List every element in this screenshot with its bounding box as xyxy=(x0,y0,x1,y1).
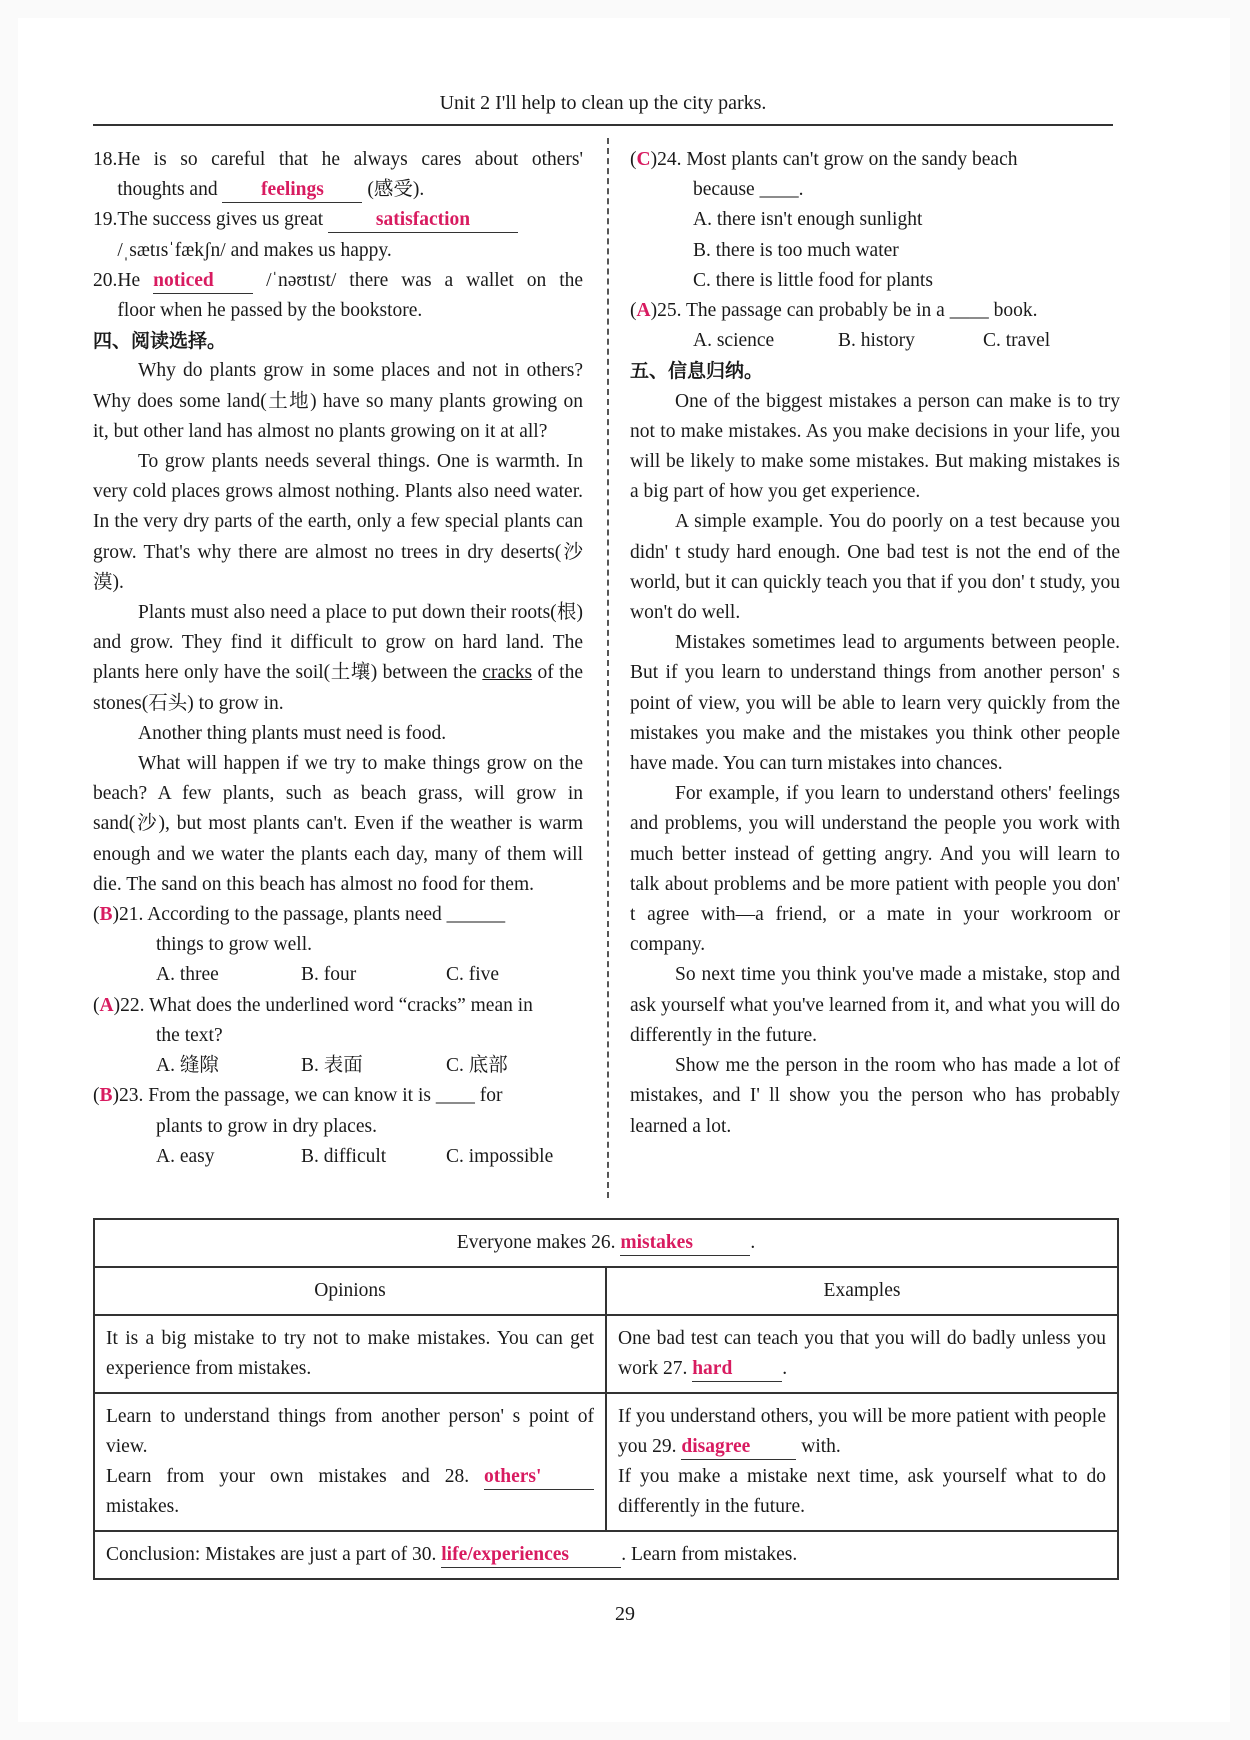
col-header-opinions: Opinions xyxy=(94,1267,606,1315)
answer-22: A xyxy=(99,994,114,1016)
underlined-word-cracks: cracks xyxy=(482,662,533,684)
answer-20: noticed xyxy=(153,269,253,294)
conclusion-row: Conclusion: Mistakes are just a part of 30. life/experiences . Learn from mistakes. xyxy=(94,1531,1118,1579)
question-23: (B)23. From the passage, we can know it is ____ for plants to grow in dry places. A. easy B. difficult C. impossible xyxy=(93,1085,554,1167)
info-para-2: A simple example. You do poorly on a test because you didn' t study hard enough. One bad test is not the end of the world, but it can quickly teach you that if you don' t study, you won't do well. xyxy=(630,511,1120,624)
info-para-1: One of the biggest mistakes a person can make is to try not to make mistakes. As you make decisions in your life, you will be likely to make some mistakes. But making mistakes is a big part of how you get experience. xyxy=(630,390,1120,503)
unit-header: Unit 2 I'll help to clean up the city parks. xyxy=(439,92,767,114)
answer-21: B xyxy=(99,904,113,926)
row2-opinion: Learn to understand things from another person' s point of view. Learn from your own mistakes and 28. others' mistakes. xyxy=(94,1393,606,1531)
question-25: (A)25. The passage can probably be in a ____ book. A. science B. history C. travel xyxy=(630,300,1051,352)
info-para-4: For example, if you learn to understand others' feelings and problems, you will understand the people you work with much better instead of getting angry. And you will learn to talk about problems and be more patient with people you don' t agree with—a friend, or a mate in your workroom or company. xyxy=(630,783,1120,956)
q18-line2: thoughts and feelings (感受). xyxy=(117,175,583,205)
q18-line1: He is so careful that he always cares about others' xyxy=(117,149,583,170)
question-24: (C)24. Most plants can't grow on the sandy beach because ____. A. there isn't enough sunlight B. there is too much water C. there is little food for plants xyxy=(630,149,1018,291)
question-22: (A)22. What does the underlined word “cracks” mean in the text? A. 缝隙 B. 表面 C. 底部 xyxy=(93,994,533,1077)
left-column xyxy=(93,145,583,1172)
question-19: 19. The success gives us great satisfaction /ˌsætɪsˈfækʃn/ and makes us happy. xyxy=(93,205,583,265)
reading-para-4: Another thing plants must need is food. xyxy=(138,722,447,744)
row1-example: One bad test can teach you that you will do badly unless you work 27. hard . xyxy=(606,1315,1118,1393)
right-column xyxy=(630,145,1120,1142)
section-5-heading: 五、信息归纳。 xyxy=(630,360,764,383)
info-para-6: Show me the person in the room who has made a lot of mistakes, and I' ll show you the person who has probably learned a lot. xyxy=(630,1055,1120,1137)
summary-table xyxy=(93,1218,1119,1580)
answer-28: others' xyxy=(484,1465,594,1490)
answer-30: life/experiences xyxy=(441,1543,621,1568)
column-divider xyxy=(607,138,609,1198)
answer-29: disagree xyxy=(681,1435,796,1460)
answer-19: satisfaction xyxy=(328,208,518,233)
header-rule xyxy=(93,124,1113,126)
answer-23: B xyxy=(99,1085,113,1107)
info-para-5: So next time you think you've made a mistake, stop and ask yourself what you've learned from it, and what you will do differently in the future. xyxy=(630,964,1120,1046)
question-20: 20. He noticed /ˈnəʊtɪst/ there was a wallet on the floor when he passed by the bookstore. xyxy=(93,269,584,322)
answer-24: C xyxy=(636,149,651,170)
page-number: 29 xyxy=(615,1603,635,1625)
section-4-heading: 四、阅读选择。 xyxy=(93,330,227,353)
answer-18: feelings xyxy=(222,178,362,203)
reading-para-5: What will happen if we try to make things grow on the beach? A few plants, such as beach grass, will grow in sand(沙), but most plants can't. Even if the weather is warm enough and we water the plants each day, many of them will die. The sand on this beach has almost no food for them. xyxy=(93,753,583,895)
reading-para-3: Plants must also need a place to put down their roots(根) and grow. They find it difficult to grow on hard land. The plants here only have the soil(土壤) between the cracks of the stones(石头) to grow in. xyxy=(93,602,584,714)
question-18: 18. He is so careful that he always cares about others' thoughts and feelings (感受). xyxy=(93,145,583,205)
col-header-examples: Examples xyxy=(606,1267,1118,1315)
answer-27: hard xyxy=(692,1357,782,1382)
reading-para-2: To grow plants needs several things. One is warmth. In very cold places grows almost nothing. Plants also need water. In the very dry parts of the earth, only a few special plants can grow. That's why there are almost no trees in dry deserts(沙漠). xyxy=(93,451,583,593)
reading-para-1: Why do plants grow in some places and not in others? Why does some land(土地) have so many plants growing on it, but other land has almost no plants growing on it at all? xyxy=(93,360,583,442)
info-para-3: Mistakes sometimes lead to arguments between people. But if you learn to understand things from another person' s point of view, you will be able to learn very quickly from the mistakes you make and the mistakes you think other people have made. You can turn mistakes into chances. xyxy=(630,632,1120,775)
answer-25: A xyxy=(636,300,651,322)
table-title: Everyone makes 26. mistakes . xyxy=(94,1219,1118,1267)
row1-opinion: It is a big mistake to try not to make mistakes. You can get experience from mistakes. xyxy=(94,1315,606,1393)
question-21: (B)21. According to the passage, plants need ______ things to grow well. A. three B. four C. five xyxy=(93,904,506,986)
answer-26: mistakes xyxy=(620,1231,750,1256)
row2-example: If you understand others, you will be more patient with people you 29. disagree with. If you make a mistake next time, ask yourself what to do differently in the future. xyxy=(606,1393,1118,1531)
